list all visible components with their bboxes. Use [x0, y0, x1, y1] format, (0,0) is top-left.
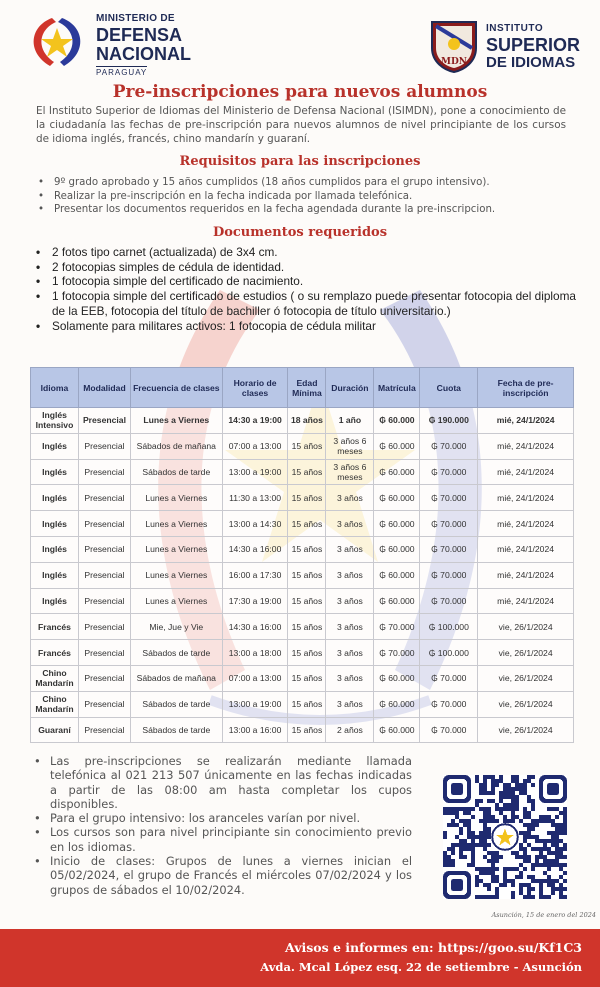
table-cell: 15 años — [288, 433, 326, 459]
col-header: Idioma — [31, 368, 79, 408]
table-cell: Sábados de tarde — [130, 459, 222, 485]
table-cell: ₲ 70.000 — [420, 459, 478, 485]
table-cell: 3 años 6 meses — [326, 433, 374, 459]
table-cell: 07:00 a 13:00 — [222, 433, 288, 459]
col-header: Matrícula — [374, 368, 420, 408]
requisitos-title: Requisitos para las inscripciones — [179, 154, 421, 169]
table-cell: ₲ 60.000 — [374, 562, 420, 588]
table-cell: ₲ 60.000 — [374, 536, 420, 562]
table-cell: ₲ 70.000 — [420, 536, 478, 562]
table-row — [31, 665, 574, 691]
table-cell: 15 años — [288, 588, 326, 614]
table-cell: Francés — [31, 614, 79, 640]
table-cell: mié, 24/1/2024 — [478, 485, 574, 511]
documento-item: • Solamente para militares activos: 1 fotocopia de cédula militar — [36, 319, 576, 334]
table-cell: 15 años — [288, 717, 326, 743]
table-cell: ₲ 70.000 — [420, 511, 478, 537]
intro-paragraph: El Instituto Superior de Idiomas del Ministerio de Defensa Nacional (ISIMDN), pone a conocimiento de la ciudadanía las fechas de pre-inscripción para nuevos alumnos de nivel principiante de los cursos de idioma inglés, francés, chino mandarín y guaraní. — [36, 105, 566, 145]
note-item: • Para el grupo intensivo: los aranceles varían por nivel. — [34, 811, 412, 825]
table-cell: Lunes a Viernes — [130, 562, 222, 588]
qr-code-icon[interactable] — [443, 775, 567, 899]
table-cell: Sábados de mañana — [130, 665, 222, 691]
requisitos-list — [38, 176, 578, 217]
table-row — [31, 614, 574, 640]
table-cell: Presencial — [78, 665, 130, 691]
col-header: Cuota — [420, 368, 478, 408]
table-cell: Presencial — [78, 562, 130, 588]
table-cell: 13:00 a 19:00 — [222, 459, 288, 485]
table-cell: mié, 24/1/2024 — [478, 459, 574, 485]
table-cell: Inglés Intensivo — [31, 408, 79, 434]
documentos-list — [36, 245, 576, 333]
table-cell: mié, 24/1/2024 — [478, 511, 574, 537]
table-cell: Inglés — [31, 485, 79, 511]
table-cell: ₲ 60.000 — [374, 717, 420, 743]
table-cell: Sábados de tarde — [130, 691, 222, 717]
table-cell: vie, 26/1/2024 — [478, 665, 574, 691]
table-cell: Inglés — [31, 459, 79, 485]
table-cell: ₲ 70.000 — [374, 640, 420, 666]
table-cell: Presencial — [78, 459, 130, 485]
table-cell: 14:30 a 16:00 — [222, 614, 288, 640]
table-cell: 1 año — [326, 408, 374, 434]
ministerio-line4: PARAGUAY — [96, 68, 148, 77]
table-cell: 15 años — [288, 665, 326, 691]
table-cell: ₲ 70.000 — [420, 433, 478, 459]
table-cell: Inglés — [31, 588, 79, 614]
table-cell: Presencial — [78, 433, 130, 459]
table-cell: Lunes a Viernes — [130, 485, 222, 511]
table-cell: ₲ 70.000 — [420, 562, 478, 588]
table-cell: Presencial — [78, 614, 130, 640]
table-cell: mié, 24/1/2024 — [478, 433, 574, 459]
table-cell: Presencial — [78, 536, 130, 562]
ministerio-wordmark — [96, 14, 191, 79]
table-cell: ₲ 70.000 — [420, 588, 478, 614]
table-cell: 3 años — [326, 485, 374, 511]
table-row — [31, 562, 574, 588]
ministerio-line2: DEFENSA — [96, 25, 183, 45]
instituto-logo-letters: MDN — [441, 57, 467, 67]
table-row — [31, 485, 574, 511]
table-cell: Inglés — [31, 433, 79, 459]
table-cell: Presencial — [78, 408, 130, 434]
table-cell: 15 años — [288, 459, 326, 485]
table-cell: Presencial — [78, 511, 130, 537]
table-cell: ₲ 60.000 — [374, 408, 420, 434]
table-cell: Inglés — [31, 536, 79, 562]
table-cell: 15 años — [288, 536, 326, 562]
documento-item: • 1 fotocopia simple del certificado de estudios ( o su remplazo puede presentar fotocopia del diploma de la EEB, fotocopia del título de bachiller ó fotocopia de título universitario.) — [36, 289, 576, 318]
table-header-row — [31, 368, 574, 408]
instituto-wordmark — [486, 24, 580, 70]
note-item: • Inicio de clases: Grupos de lunes a viernes inician el 05/02/2024, el grupo de Francés el miércoles 07/02/2024 y los grupos de sábados el 10/02/2024. — [34, 854, 412, 897]
table-cell: vie, 26/1/2024 — [478, 691, 574, 717]
table-cell: 3 años — [326, 665, 374, 691]
table-cell: Sábados de tarde — [130, 717, 222, 743]
table-cell: 15 años — [288, 691, 326, 717]
table-cell: ₲ 60.000 — [374, 665, 420, 691]
col-header: Duración — [326, 368, 374, 408]
col-header: Frecuencia de clases — [130, 368, 222, 408]
table-cell: 3 años — [326, 511, 374, 537]
table-cell: 13:00 a 16:00 — [222, 717, 288, 743]
page-title: Pre-inscripciones para nuevos alumnos — [112, 82, 488, 102]
table-cell: Presencial — [78, 588, 130, 614]
table-cell: ₲ 60.000 — [374, 511, 420, 537]
requisito-item: • Realizar la pre-inscripción en la fecha indicada por llamada telefónica. — [38, 190, 578, 204]
table-row — [31, 536, 574, 562]
table-cell: mié, 24/1/2024 — [478, 536, 574, 562]
table-cell: 07:00 a 13:00 — [222, 665, 288, 691]
instituto-line2: SUPERIOR — [486, 35, 581, 55]
table-cell: 14:30 a 16:00 — [222, 536, 288, 562]
table-cell: 3 años — [326, 640, 374, 666]
table-cell: 15 años — [288, 614, 326, 640]
ministerio-line1: MINISTERIO DE — [96, 13, 175, 24]
table-cell: ₲ 100.000 — [420, 614, 478, 640]
table-cell: Guaraní — [31, 717, 79, 743]
requisito-item: • 9º grado aprobado y 15 años cumplidos (18 años cumplidos para el grupo intensivo). — [38, 176, 578, 190]
documentos-title: Documentos requeridos — [212, 225, 388, 240]
header — [0, 0, 600, 80]
table-row — [31, 640, 574, 666]
instituto-line1: INSTITUTO — [486, 23, 544, 34]
table-cell: Lunes a Viernes — [130, 536, 222, 562]
footer-link-line[interactable]: Avisos e informes en: https://goo.su/Kf1C3 — [285, 940, 582, 955]
table-row — [31, 459, 574, 485]
table-cell: 14:30 a 19:00 — [222, 408, 288, 434]
table-cell: ₲ 60.000 — [374, 433, 420, 459]
table-cell: Sábados de mañana — [130, 433, 222, 459]
table-cell: Lunes a Viernes — [130, 588, 222, 614]
table-cell: 16:00 a 17:30 — [222, 562, 288, 588]
table-cell: Presencial — [78, 691, 130, 717]
table-cell: mié, 24/1/2024 — [478, 588, 574, 614]
footer-address-line: Avda. Mcal López esq. 22 de setiembre - Asunción — [260, 960, 582, 974]
table-cell: 11:30 a 13:00 — [222, 485, 288, 511]
notes-list — [34, 754, 412, 897]
documento-item: • 2 fotos tipo carnet (actualizada) de 3x4 cm. — [36, 245, 576, 260]
table-cell: Sábados de tarde — [130, 640, 222, 666]
table-cell: vie, 26/1/2024 — [478, 717, 574, 743]
table-cell: 15 años — [288, 511, 326, 537]
table-row — [31, 511, 574, 537]
table-cell: Francés — [31, 640, 79, 666]
table-cell: 2 años — [326, 717, 374, 743]
col-header: Edad Mínima — [288, 368, 326, 408]
table-cell: 3 años — [326, 536, 374, 562]
col-header: Horario de clases — [222, 368, 288, 408]
table-cell: ₲ 70.000 — [420, 717, 478, 743]
table-cell: Presencial — [78, 485, 130, 511]
table-cell: ₲ 60.000 — [374, 588, 420, 614]
table-cell: ₲ 60.000 — [374, 691, 420, 717]
footer-bar — [0, 929, 600, 987]
table-cell: ₲ 70.000 — [374, 614, 420, 640]
table-cell: Mie, Jue y Vie — [130, 614, 222, 640]
table-cell: Presencial — [78, 717, 130, 743]
table-cell: Lunes a Viernes — [130, 511, 222, 537]
note-item: • Las pre-inscripciones se realizarán mediante llamada telefónica al 021 213 507 únicamente en las fechas indicadas a partir de las 08:00 am hasta completar los cupos disponibles. — [34, 754, 412, 811]
table-cell: vie, 26/1/2024 — [478, 614, 574, 640]
table-cell: 15 años — [288, 640, 326, 666]
table-cell: 15 años — [288, 485, 326, 511]
table-cell: 3 años — [326, 588, 374, 614]
ministerio-logo-icon — [22, 14, 92, 70]
table-cell: 13:00 a 14:30 — [222, 511, 288, 537]
table-cell: 13:00 a 18:00 — [222, 640, 288, 666]
col-header: Fecha de pre-inscripción — [478, 368, 574, 408]
table-cell: 15 años — [288, 562, 326, 588]
table-cell: 3 años — [326, 614, 374, 640]
note-item: • Los cursos son para nivel principiante sin conocimiento previo en los idiomas. — [34, 825, 412, 854]
requisito-item: • Presentar los documentos requeridos en la fecha agendada durante la pre-inscripcion. — [38, 203, 578, 217]
table-cell: ₲ 190.000 — [420, 408, 478, 434]
table-cell: Chino Mandarín — [31, 665, 79, 691]
table-cell: ₲ 60.000 — [374, 485, 420, 511]
table-cell: 3 años — [326, 691, 374, 717]
documento-item: • 1 fotocopia simple del certificado de nacimiento. — [36, 274, 576, 289]
table-cell: Chino Mandarín — [31, 691, 79, 717]
table-cell: ₲ 100.000 — [420, 640, 478, 666]
table-cell: Inglés — [31, 562, 79, 588]
documento-item: • 2 fotocopias simples de cédula de identidad. — [36, 260, 576, 275]
table-cell: 18 años — [288, 408, 326, 434]
table-row — [31, 691, 574, 717]
table-cell: 3 años — [326, 562, 374, 588]
date-note: Asunción, 15 de enero del 2024 — [491, 911, 596, 919]
col-header: Modalidad — [78, 368, 130, 408]
table-row — [31, 408, 574, 434]
table-cell: vie, 26/1/2024 — [478, 640, 574, 666]
table-cell: 3 años 6 meses — [326, 459, 374, 485]
table-cell: mié, 24/1/2024 — [478, 408, 574, 434]
schedule-table — [30, 367, 574, 743]
table-row — [31, 588, 574, 614]
instituto-logo-icon — [428, 18, 480, 74]
table-cell: ₲ 70.000 — [420, 665, 478, 691]
table-cell: 13:00 a 19:00 — [222, 691, 288, 717]
table-cell: Lunes a Viernes — [130, 408, 222, 434]
table-row — [31, 433, 574, 459]
instituto-line3: DE IDIOMAS — [486, 54, 576, 71]
table-cell: ₲ 60.000 — [374, 459, 420, 485]
table-row — [31, 717, 574, 743]
table-cell: ₲ 70.000 — [420, 691, 478, 717]
table-cell: 17:30 a 19:00 — [222, 588, 288, 614]
table-cell: mié, 24/1/2024 — [478, 562, 574, 588]
table-cell: Inglés — [31, 511, 79, 537]
table-cell: Presencial — [78, 640, 130, 666]
table-cell: ₲ 70.000 — [420, 485, 478, 511]
ministerio-line3: NACIONAL — [96, 44, 191, 64]
schedule-table-body — [31, 408, 574, 743]
